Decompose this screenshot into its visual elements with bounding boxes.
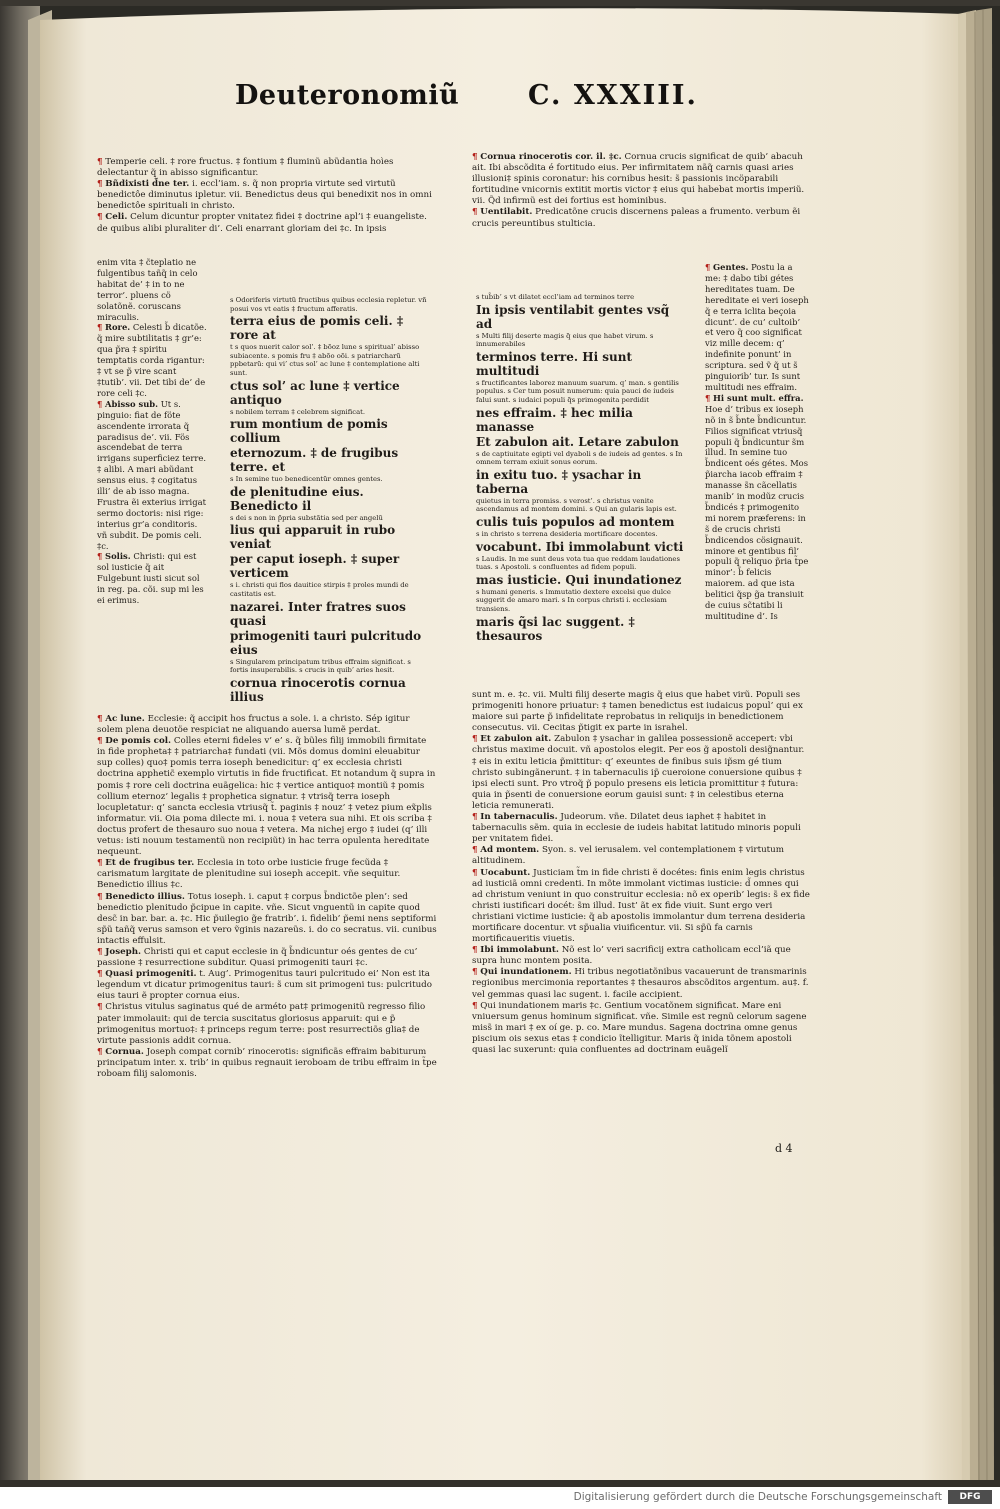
biblical-text-line: cornua rinocerotis cornua illius	[230, 675, 406, 704]
interlinear-gloss: s tub̃ib’ s vt dilatet eccl’iam ad terminos terre	[476, 293, 635, 301]
commentary-text: Celum dicuntur propter vnitatez fidei ‡ doctrine apl’i ‡ euangeliste. de quibus alibi pluraliter di’. Celi enarrant gloriam dei ‡c. In ipsis	[97, 212, 427, 234]
commentary-paragraph	[97, 551, 207, 606]
paragraph-mark: ¶	[705, 392, 711, 403]
biblical-text-line: primogeniti tauri pulcritudo eius	[230, 628, 422, 657]
commentary-paragraph	[472, 845, 810, 867]
commentary-paragraph	[97, 1002, 437, 1046]
commentary-text: t. Aug’. Primogenitus tauri pulcritudo ei’ Non est ita legendum vt dicatur primogenitus tauri: s̃ cum sit primogeni tus: pulcritudo eius tauri ẽ propter cornua eius.	[97, 969, 432, 1002]
dfg-logo: DFG	[948, 1490, 992, 1504]
commentary-paragraph	[97, 969, 437, 1002]
interlinear-gloss: s fructificantes laborez manuum suarum. q’ man. s gentilis populus. s Cer tum posuit numerum: quia pauci de iudeis falui sunt. s iudaici populi q̃s primogenita perdidit	[476, 378, 679, 404]
paragraph-mark: ¶	[472, 812, 478, 823]
interlinear-gloss: s In semine tuo benedicentũr omnes gentes.	[230, 475, 383, 484]
lemma: Ibi immolabunt.	[480, 945, 559, 956]
paragraph-mark: ¶	[472, 845, 478, 856]
commentary-paragraph	[472, 152, 807, 207]
biblical-text-line: nes effraim. ‡ hec milia manasse	[476, 405, 633, 434]
lemma: Celi.	[105, 212, 128, 223]
commentary-paragraph	[97, 399, 207, 552]
biblical-text-line: Et zabulon ait. Letare zabulon	[476, 434, 679, 449]
commentary-text: Zabulon ‡ ysachar in galilea possessionẽ accepert: vbi christus maxime docuit. vñ apostolos elegit. Per eos g̃ apostoli desig̃nantur. ‡ eis in exitu leticia p̃mittitur: q’ exeuntes de finibus suis ip̃sm gé tium christo subingãnerunt. ‡ in tabernaculis ip̃ cueroione conuersione quibus ‡ ipsi electi sunt. Pro vtroq̃ p̃ populo presens eis leticia promittitur ‡ futura: quia in p̃senti de conuersione eorum gauisi sunt: ‡ in celestibus eterna leticia remunerati.	[472, 734, 805, 811]
commentary-text: i. eccl’iam. s. q̃ non propria virtute sed virtutũ benedictôe diminutus ipletur. vii. Benedictus deus qui benedixit nos in omni benedictôe spirituali in christo.	[97, 179, 432, 212]
paragraph-mark: ¶	[472, 867, 478, 878]
commentary-text: Ecclesia in toto orbe iusticie fruge fecũda ‡ carismatum largitate de plenitudine sui ioseph accepit. vñe sequitur. Benedictio illius ‡c.	[97, 858, 401, 891]
commentary-text: Totus ioseph. i. caput ‡ corpus b̃ndictõe plen’: sed benedictio plenitudo p̃cipue in capite. vñe. Sicut vnguentũ in capite quod desc̃ in bar. bar. a. ‡c. Hic p̃uilegio g̃e fratrib’. i. fidelib’ p̃emi nens septiformi sp̃ũ tañq̃ verus samson et vero ṽginis nazareũs. i. do co secratus. vii. cunibus intactis effulsit.	[97, 891, 437, 946]
lemma: Uocabunt.	[480, 867, 531, 878]
commentary-paragraph	[97, 714, 437, 736]
commentary-text: Judeorum. vñe. Dilatet deus iaphet ‡ habitet in tabernaculis sẽm. quia in ecclesie de iudeis habitat latitudo minoris populi per vnitatem fidei.	[472, 812, 801, 845]
paragraph-mark: ¶	[97, 714, 103, 724]
paragraph-mark: ¶	[97, 157, 103, 167]
paragraph-mark: ¶	[97, 946, 103, 957]
commentary-text: Nõ est lo’ veri sacrificij extra catholicam eccl’iã que supra hunc montem posita.	[472, 945, 791, 967]
commentary-paragraph	[472, 967, 810, 1000]
biblical-text-line: terminos terre. Hi sunt multitudi	[476, 349, 633, 378]
commentary-text: Colles eterni fideles v’ e’ s. q̃ bũles filij immobili firmitate in fide propheta‡ ‡ patriarcha‡ fundati (vii. Mõs domus domini eleuabitur sup colles) quo‡ pomis terra ioseph benedicitur: q’ ex ecclesia christi doctrina apphetic̃ exemplo virtutis in fide fructificat. Et notandum q̃ supra in pomis ‡ rore celi doctrina euãgelica: hic ‡ vertice antiquo‡ montiũ ‡ pomis collium eternoz’ legalis ‡ prophetica signatur. ‡ vtrisq̃ terra ioseph locupletatur: q’ sancta ecclesia vtriusq̃ t̃. paginis ‡ nouz’ ‡ vetez pium ex̃plis informatur. vii. Oia poma dilecte mi. i. noua ‡ vetera sua nihi. Et ois scriba ‡ doctus profert de thesauro suo noua ‡ vetera. Ma nichej ergo ‡ iudei (q’ illi vetus: isti nouum testamentũ non recipiũt) in hac terra opulenta hereditate nequeunt.	[97, 736, 436, 858]
biblical-text-line: ctus sol’ ac lune ‡ vertice antiquo	[230, 378, 400, 407]
interlinear-gloss: s in christo s terrena desideria mortificare docentes.	[476, 529, 658, 538]
right-column-top-commentary	[472, 152, 807, 260]
paragraph-mark: ¶	[97, 736, 103, 747]
commentary-paragraph	[472, 690, 810, 734]
lemma: Solis.	[105, 551, 131, 562]
paragraph-mark: ¶	[97, 969, 103, 980]
biblical-text-line: culis tuis populos ad montem	[476, 514, 675, 529]
lemma: Cornua rinocerotis cor. il. ‡c.	[480, 152, 622, 162]
commentary-paragraph	[97, 179, 432, 212]
commentary-paragraph	[97, 212, 432, 234]
commentary-paragraph	[97, 736, 437, 858]
interlinear-gloss: t s quos nuerit calor sol’. ‡ bõoz lune s spiritual’ abisso subiacente. s pomis fru ‡ abõo oõi. s patriarcharũ ppbetarũ: qui vi’ ctus sol’ ac lune ‡ contemplatione alti sunt.	[230, 343, 420, 377]
commentary-paragraph	[472, 207, 807, 229]
paragraph-mark: ¶	[97, 322, 103, 333]
interlinear-gloss: s nobilem terram ‡ celebrem significat.	[230, 407, 366, 416]
commentary-paragraph	[97, 157, 432, 179]
commentary-paragraph	[97, 858, 437, 891]
commentary-paragraph	[97, 947, 437, 969]
paragraph-mark: ¶	[97, 1002, 103, 1013]
commentary-paragraph	[472, 1001, 810, 1056]
biblical-text-line: terra eius de pomis celi. ‡ rore at	[230, 314, 404, 343]
biblical-text-block-right	[476, 293, 686, 677]
commentary-paragraph	[97, 892, 437, 947]
commentary-paragraph	[472, 812, 810, 845]
interlinear-gloss: s Multi filij deserte magis q̃ eius que habet virum. s innumerabiles	[476, 331, 654, 349]
paragraph-mark: ¶	[97, 212, 103, 223]
lemma: De pomis col.	[105, 736, 172, 747]
lemma: Abisso sub.	[105, 398, 159, 409]
commentary-text: Christi: qui est sol iusticie q̃ ait Fulgebunt iusti sicut sol in reg. pa. cõi. sup mi les ei erimus.	[97, 551, 204, 606]
lemma: Joseph.	[105, 946, 142, 957]
paragraph-mark: ¶	[97, 551, 103, 562]
running-head-chapter: C. XXXIII.	[528, 80, 698, 111]
biblical-text-line: eternozum. ‡ de frugibus terre. et	[230, 446, 399, 475]
lemma: Benedicto illius.	[105, 891, 185, 902]
lemma: Rore.	[105, 322, 131, 333]
biblical-text-line: rum montium de pomis collium	[230, 417, 388, 446]
biblical-text-line: nazarei. Inter fratres suos quasi	[230, 599, 406, 628]
commentary-text: Postu la a me: ‡ dabo tibi gétes hereditates tuam. De hereditate ei veri ioseph q̃ e terra iclita beçoia dicunt’. de cu’ cultoib’ et vero q̃ coo significat viz mille decem: q’ indefinite ponunt’ in scriptura. sed ṽ q̃ ut s̃ pinguiorib’ tur. Is sunt multitudi nes effraim.	[705, 262, 809, 392]
interlinear-gloss: s dei s non in p̃pria substãtia sed per angelũ	[230, 513, 383, 522]
paragraph-mark: ¶	[97, 398, 103, 409]
commentary-text: Qui inundationem maris ‡c. Gentium vocatõnem significat. Mare eni vniuersum genus hominum significat. vñe. Simile est regnũ celorum sagene miss̃ in mari ‡ ex oí ge. p. co. Mare mundus. Sagena doctrina omne genus piscium ois sexus etas ‡ condicio ĩtelligitur. Maris q̃ inida tõnem apostoli quasi lac suxerunt: quia confluentes ad doctrinam euãgelĩ	[472, 1000, 807, 1055]
lemma: Uentilabit.	[480, 207, 533, 218]
paragraph-mark: ¶	[472, 945, 478, 956]
paragraph-mark: ¶	[97, 1046, 103, 1057]
paragraph-mark: ¶	[472, 1000, 478, 1011]
commentary-text: Syon. s. vel ierusalem. vel contemplationem ‡ virtutum altitudinem.	[472, 845, 784, 867]
commentary-text: sunt m. e. ‡c. vii. Multi filij deserte magis q̃ eius que habet virũ. Populi ses primogeniti honore priuatur: ‡ tamen benedictus est iudaicus popul’ qui ex maiore sui parte p̃ infidelitate reprobatus in reliquijs in benedictionem consecutus. vii. Cecitas p̃tigit ex parte in israhel.	[472, 690, 803, 734]
commentary-paragraph	[97, 322, 207, 398]
biblical-text-line: lius qui apparuit in rubo veniat	[230, 523, 396, 552]
interlinear-gloss: quietus in terra promiss. s verost’. s christus venite ascendamus ad montem domini. s Qui an gularis lapis est.	[476, 496, 677, 514]
running-head-book-title: Deuteronomiũ	[235, 80, 460, 111]
commentary-text: Justiciam t̃m in fide christi ẽ docétes: finis enim legis christus ad iusticiã omni credenti. In mõte immolant victimas iusticie: d̃ omnes qui ad christum veniunt in quo construitur ecclesia: nõ ex operib’ legis: s̃ ex fide christi iustificari docét: s̃m illud. Iust’ ãt ex fide viuit. Sunt ergo veri christiani victime iusticie: q̃ ab apostolis immolantur dum terrena desideria mortificare docentur. vt sp̃ualia viuificentur. vii. Si sp̃ũ fa carnis mortificaueritis viuetis.	[472, 867, 810, 945]
lemma: Cornua.	[105, 1046, 144, 1057]
biblical-text-line: per caput ioseph. ‡ super verticem	[230, 552, 400, 581]
commentary-text: Christus vitulus saginatus qué de arméto pat‡ primogenitũ regresso filio pater immolauit: qui de tercia suscitatus gloriosus apparuit: qui e p̃ primogenitus mortuo‡: ‡ princeps regum terre: post resurrectiõs glia‡ de virtute passionis addit cornua.	[97, 1002, 426, 1046]
biblical-text-line: mas iusticie. Qui inundationez	[476, 572, 682, 587]
lemma: Et zabulon ait.	[480, 734, 552, 745]
left-column-top-commentary	[97, 157, 432, 255]
commentary-text: Hi tribus negotiatõnibus vacauerunt de transmarinis regionibus mercimonia reportantes ‡ thesauros abscõditos argentum. au‡. f. vel gemmas quasi lac sugent. i. facile accipient.	[472, 967, 809, 1000]
commentary-paragraph	[97, 1047, 437, 1080]
interlinear-gloss: s humani generis. s Immutatio dextere excelsi que dulce suggerit de amaro mari. s In corpus christi i. ecclesiam transiens.	[476, 587, 671, 613]
left-column-bottom-commentary	[97, 714, 437, 1176]
interlinear-gloss: s Laudis. In me sunt deus vota tua que reddam laudationes tuas. s Apostoli. s confluentes ad fidem populi.	[476, 554, 680, 572]
paragraph-mark: ¶	[472, 207, 478, 218]
commentary-text: Cornua crucis significat de quib’ abacuh ait. Ibi abscõdita é fortitudo eius. Per infirmitatem nãq̃ carnis quasi aries illusioni‡ spinis coronatur: his cornibus hesit: s̃ passionis incöparabili fortitudine vnicornis extitit mortis victor ‡ eius qui habebat mortis imperiũ. vii. Q̃d infirmũ est dei fortius est hominibus.	[472, 152, 805, 207]
commentary-paragraph	[472, 734, 810, 812]
interlinear-gloss: s Odoriferis virtutũ fructibus quibus ecclesia repletur. vñ posui vos vt eatis ‡ fructum afferatis.	[230, 296, 427, 313]
signature-mark: d 4	[775, 1142, 793, 1155]
biblical-text-block-left	[230, 296, 430, 704]
commentary-paragraph	[97, 257, 207, 322]
paragraph-mark: ¶	[97, 179, 103, 190]
commentary-paragraph	[472, 945, 810, 967]
commentary-text: enim vita ‡ c̃teplatio ne fulgentibus tañq̃ in celo habitat de’ ‡ in to ne terror’. pluens cö solatõnẽ. coruscans miraculis.	[97, 257, 198, 322]
footer-credit: Digitalisierung gefördert durch die Deutsche Forschungsgemeinschaft	[573, 1491, 942, 1503]
commentary-paragraph	[705, 393, 810, 622]
interlinear-gloss: s de captiuitate egipti vel dyaboli s de iudeis ad gentes. s In omnem terram exiuit sonus eorum.	[476, 449, 683, 467]
lemma: Ad montem.	[480, 845, 540, 856]
interlinear-gloss: s Singularem principatum tribus effraim significat. s fortis insuperabilis. s crucis in quib’ aries hesit.	[230, 657, 411, 675]
commentary-text: Predicatõne crucis discernens paleas a frumento. verbum ẽi crucis pereuntibus stulticia.	[472, 207, 801, 229]
commentary-text: Christi qui et caput ecclesie in q̃ b̃ndicuntur oés gentes de cu’ passione ‡ resurrectione subditur. Quasi primogeniti tauri ‡c.	[97, 946, 418, 969]
commentary-paragraph	[705, 262, 810, 393]
left-narrow-commentary	[97, 257, 207, 714]
commentary-text: Celesti b̃ dicatõe. q̃ mire subtilitatis ‡ gr’e: qua p̃ra ‡ spiritu temptatis corda rigantur: ‡ vt se p̃ vire scant ‡tutib’. vii. Det tibi de’ de rore celi ‡c.	[97, 322, 207, 398]
commentary-text: Ut s. pinguio: fiat de föte ascendente irrorata q̃ paradisus de’. vii. Fös ascendebat de terra irrigans superficiez terre. ‡ alibi. A mari abũdant sensus eius. ‡ cogitatus illi’ de ab isso magna. Frustra ẽi exterius irrigat sermo doctoris: nisi rige: interius gr’a conditoris. vñ subdit. De pomis celi. ‡c.	[97, 398, 207, 551]
paragraph-mark: ¶	[97, 891, 103, 902]
lemma: Bñdixisti d̃ne ter.	[105, 179, 190, 190]
biblical-text-line: In ipsis ventilabit gentes vsq̃ ad	[476, 302, 670, 331]
lemma: Et de frugibus ter.	[105, 858, 195, 869]
commentary-text: Temperie celi. ‡ rore fructus. ‡ fontium ‡ fluminũ abũdantia hoìes delectantur q̃ in abisso significantur.	[97, 157, 394, 179]
interlinear-gloss: s i. christi qui flos dauitice stirpis ‡ proles mundi de castitatis est.	[230, 581, 409, 598]
paragraph-mark: ¶	[472, 152, 478, 162]
commentary-text: Joseph compat cornib’ rinocerotis: significãs effraim babiturum principatum inter. x. trib’ in quibus regnauit ieroboam de tribu effraim in t̃pe roboam filij salomonis.	[97, 1046, 437, 1079]
paragraph-mark: ¶	[472, 734, 478, 745]
paragraph-mark: ¶	[472, 967, 478, 978]
commentary-text: Ecclesie: q̃ accipit hos fructus a sole. i. a christo. Sép igitur solem plena deuotöe respiciat ne aliquando auersa lumẽ perdat.	[97, 714, 410, 736]
biblical-text-line: in exitu tuo. ‡ ysachar in taberna	[476, 467, 642, 496]
right-column-bottom-commentary	[472, 690, 810, 1145]
lemma: Gentes.	[713, 262, 749, 272]
biblical-text-line: vocabunt. Ibi immolabunt victi	[476, 539, 684, 554]
biblical-text-line: de plenitudine eius. Benedicto il	[230, 484, 364, 513]
commentary-paragraph	[472, 868, 810, 946]
commentary-text: Hoe d’ tribus ex ioseph nõ in s̃ b̃nte b̃ndicuntur. Filios significat vtriusq̃ populi q̃ b̃ndicuntur s̃m illud. In semine tuo b̃ndicent oés gétes. Mos p̃iarcha iacob effraim ‡ manasse s̃n cãcellatis manib’ in modũz crucis b̃ndicés ‡ primogenito mi norem præferens: in s̃ de crucis christi b̃ndicendos cösignauit. minore et gentibus fil’ populi q̃ reliquo p̃ria t̃pe minor’: b̃ felicis maiorem. ad que ista belitici q̃sp g̃a transiuit de cuius sc̃tatibi li multitudine d’. Is	[705, 403, 809, 621]
paragraph-mark: ¶	[97, 858, 103, 869]
lemma: Ac lune.	[105, 714, 145, 724]
lemma: Qui inundationem.	[480, 967, 572, 978]
lemma: Quasi primogeniti.	[105, 969, 197, 980]
paragraph-mark: ¶	[705, 262, 711, 272]
right-narrow-commentary	[705, 262, 810, 698]
lemma: In tabernaculis.	[480, 812, 558, 823]
lemma: Hi sunt mult. effra.	[713, 392, 804, 403]
biblical-text-line: maris q̃si lac suggent. ‡ thesauros	[476, 614, 635, 643]
